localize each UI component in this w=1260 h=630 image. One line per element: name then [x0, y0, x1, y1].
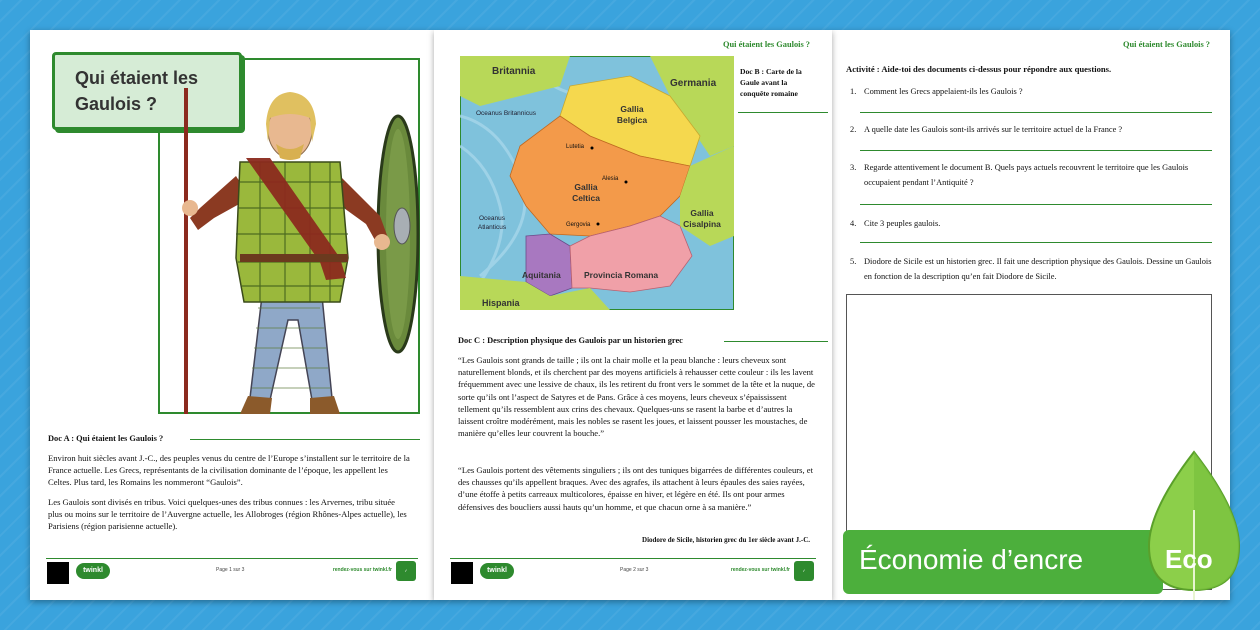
map-label-gallia-celtica: Gallia Celtica [572, 182, 600, 203]
qr-code-icon [48, 563, 68, 583]
frame-left [158, 130, 160, 414]
answer-line-4[interactable] [860, 242, 1212, 243]
worksheet-page-1 [30, 30, 434, 600]
eco-badge-text: Eco [1165, 544, 1213, 574]
doc-c-attribution: Diodore de Sicile, historien grec du 1er siècle avant J.-C. [642, 536, 810, 544]
map-label-gallia-belgica: Gallia Belgica [616, 104, 648, 125]
map-label-germania: Germania [670, 78, 717, 89]
page-footer [450, 558, 816, 582]
map-label-lutetia: Lutetia [566, 144, 585, 150]
page-number: Page 1 sur 3 [216, 567, 245, 573]
answer-line-3[interactable] [860, 204, 1212, 205]
map-label-gallia-cisalpina: Gallia Cisalpina [683, 208, 721, 229]
doc-a-paragraph-2: Les Gaulois sont divisés en tribus. Voici quelques-unes des tribus connues : les Arvernes, tribu située plus ou moins sur le territoire de l’Auvergne actuelle, les Allobroges (région Rhônes-Alpes actuelle), les Parisiens (région parisienne actuelle). [48, 497, 407, 532]
question-2: 2. A quelle date les Gaulois sont-ils arrivés sur le territoire actuel de la France ? [850, 125, 1123, 134]
map-label-alesia: Alesia [602, 176, 619, 182]
map-label-aquitania: Aquitania [522, 270, 561, 280]
quality-badge-icon: ✓ [396, 561, 416, 581]
map-label-oceanus-atlanticus: Oceanus Atlanticus [477, 215, 507, 231]
page-footer [46, 558, 418, 582]
doc-c-title: Doc C : Description physique des Gaulois par un historien grec [458, 336, 683, 345]
worksheet-page-2 [434, 30, 832, 600]
question-3: 3. Regarde attentivement le document B. Quels pays actuels recouvrent le territoire que les Gaulois occupaient pendant l’Antiquité ? [850, 163, 1189, 187]
answer-line-2[interactable] [860, 150, 1212, 151]
page-number: Page 2 sur 3 [620, 567, 649, 573]
map-label-hispania: Hispania [482, 298, 520, 308]
activity-instruction: Activité : Aide-toi des documents ci-dessus pour répondre aux questions. [846, 64, 1112, 74]
doc-c-quote-2: “Les Gaulois portent des vêtements singuliers ; ils ont des tuniques bigarrées de différentes couleurs, et des chausses qu’ils appellent braques. Avec des agrafes, ils attachent à leurs épaules des saies rayées, d’une étoffe à petits carreaux multicolores, épaisse en hiver, et légère en été. Ils ont pour armes défensives des boucliers aussi hauts qu’un homme, et que chacun orne à sa manière.” [458, 465, 813, 512]
page-header: Qui étaient les Gaulois ? [722, 40, 810, 49]
question-1: 1. Comment les Grecs appelaient-ils les Gaulois ? [850, 87, 1023, 96]
doc-c-rule [724, 341, 828, 342]
map-label-provincia-romana: Provincia Romana [584, 270, 659, 280]
doc-a-rule [190, 439, 420, 440]
footer-site-link[interactable]: rendez-vous sur twinkl.fr [730, 567, 790, 573]
question-5: 5. Diodore de Sicile est un historien grec. Il fait une description physique des Gaulois. Dessine un Gaulois en fonction de la description qu’en fait Diodore de Sicile. [850, 257, 1212, 281]
twinkl-logo: twinkl [480, 563, 514, 579]
doc-c-quote-1: “Les Gaulois sont grands de taille ; ils ont la chair molle et la peau blanche : leurs cheveux sont naturellement blonds, et ils cherchent par des moyens artificiels à rehausser cette couleur : ils les lavent fréquemment avec une lessive de chaux, ils les retirent du front vers le sommet de la tête et la nuque, de sorte qu’ils ont l’aspect de Satyres et de Pans. Grâce à ces moyens, leurs cheveux s’épaississent tellement qu’ils ressemblent aux crins des chevaux. Quelques-uns se rasent la barbe et d’autres la laissent croître modérément, mais les nobles se rasent les joues, et laissent pousser les moustaches, de manière qu’elles leur couvrent la bouche.” [458, 355, 815, 439]
map-label-gergovia: Gergovia [566, 222, 591, 228]
doc-a-title: Doc A : Qui étaient les Gaulois ? [48, 434, 164, 443]
twinkl-logo: twinkl [76, 563, 110, 579]
eco-banner [843, 530, 1255, 594]
page-header: Qui étaient les Gaulois ? [1122, 40, 1210, 49]
map-label-britannia: Britannia [492, 66, 536, 77]
eco-banner-bar [843, 530, 1163, 594]
answer-line-1[interactable] [860, 112, 1212, 113]
quality-badge-icon: ✓ [794, 561, 814, 581]
question-4: 4. Cite 3 peuples gaulois. [850, 219, 941, 228]
doc-b-caption: Doc B : Carte de la Gaule avant la conquête romaine [740, 67, 802, 98]
map-label-oceanus-britannicus: Oceanus Britannicus [476, 110, 536, 117]
doc-b-rule [738, 112, 828, 113]
footer-site-link[interactable]: rendez-vous sur twinkl.fr [332, 567, 392, 573]
gaul-warrior-illustration [170, 58, 420, 414]
eco-leaf-icon [1139, 450, 1249, 600]
eco-banner-text: Économie d’encre [859, 544, 1084, 575]
doc-a-paragraph-1: Environ huit siècles avant J.-C., des peuples venus du centre de l’Europe s’installent sur le territoire de la France actuelle. Les Grecs, représentants de la civilisation dominante de l’époque, les appellent les Celtes. Plus tard, les Romains les nommeront “Gaulois”. [48, 453, 410, 488]
page-title: Qui étaient les Gaulois ? [75, 68, 199, 114]
qr-code-icon [452, 563, 472, 583]
